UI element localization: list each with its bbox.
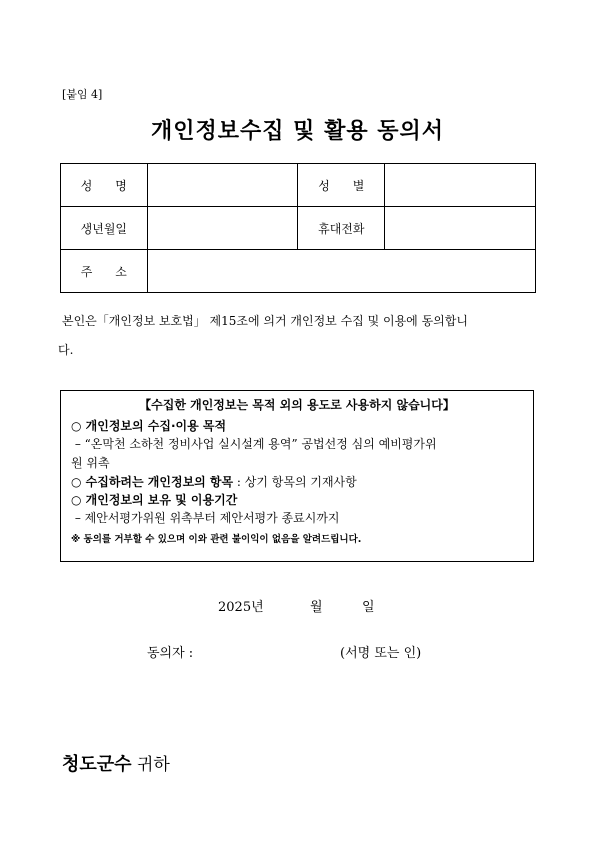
address-label: 주 소 [61, 250, 148, 293]
signature-hint: (서명 또는 인) [340, 646, 422, 661]
items-detail: : 상기 항목의 기재사항 [233, 475, 357, 489]
retention-title: ○ 개인정보의 보유 및 이용기간 [71, 493, 238, 507]
table-row [61, 164, 536, 207]
date-year: 2025년 [218, 600, 264, 615]
phone-label: 휴대전화 [298, 207, 385, 250]
attachment-label: [붙임 4] [62, 88, 103, 101]
recipient-name: 청도군수 [62, 754, 132, 775]
date-day: 일 [362, 600, 375, 615]
table-row [61, 250, 536, 293]
table-row [61, 207, 536, 250]
date-month: 월 [310, 600, 323, 615]
personal-info-table [60, 163, 536, 293]
purpose-detail: – “온막천 소하천 정비사업 실시설계 용역” 공법선정 심의 예비평가위 [71, 437, 437, 451]
name-field[interactable] [147, 164, 298, 207]
refusal-note: ※ 동의를 거부할 수 있으며 이와 관련 불이익이 없음을 알려드립니다. [71, 534, 362, 545]
purpose-title: ○ 개인정보의 수집·이용 목적 [71, 419, 227, 433]
privacy-notice-box [60, 390, 534, 562]
recipient-line [62, 750, 170, 776]
items-title: ○ 수집하려는 개인정보의 항목 [71, 475, 234, 489]
gender-label: 성 별 [298, 164, 385, 207]
notice-header: 【수집한 개인정보는 목적 외의 용도로 사용하지 않습니다】 [139, 398, 455, 412]
document-title: 개인정보수집 및 활용 동의서 [150, 119, 444, 144]
gender-field[interactable] [385, 164, 536, 207]
birth-date-field[interactable] [147, 207, 298, 250]
phone-field[interactable] [385, 207, 536, 250]
name-label: 성 명 [61, 164, 148, 207]
signer-label: 동의자 : [147, 646, 194, 661]
items-line [71, 473, 523, 491]
recipient-suffix: 귀하 [136, 755, 170, 775]
consent-statement: 본인은「개인정보 보호법」 제15조에 의거 개인정보 수집 및 이용에 동의합니 [62, 314, 468, 328]
address-field[interactable] [147, 250, 535, 293]
purpose-detail-cont: 원 위촉 [71, 456, 110, 470]
retention-detail: – 제안서평가위원 위촉부터 제안서평가 종료시까지 [71, 511, 340, 525]
consent-statement-cont: 다. [58, 343, 74, 357]
birth-date-label: 생년월일 [61, 207, 148, 250]
